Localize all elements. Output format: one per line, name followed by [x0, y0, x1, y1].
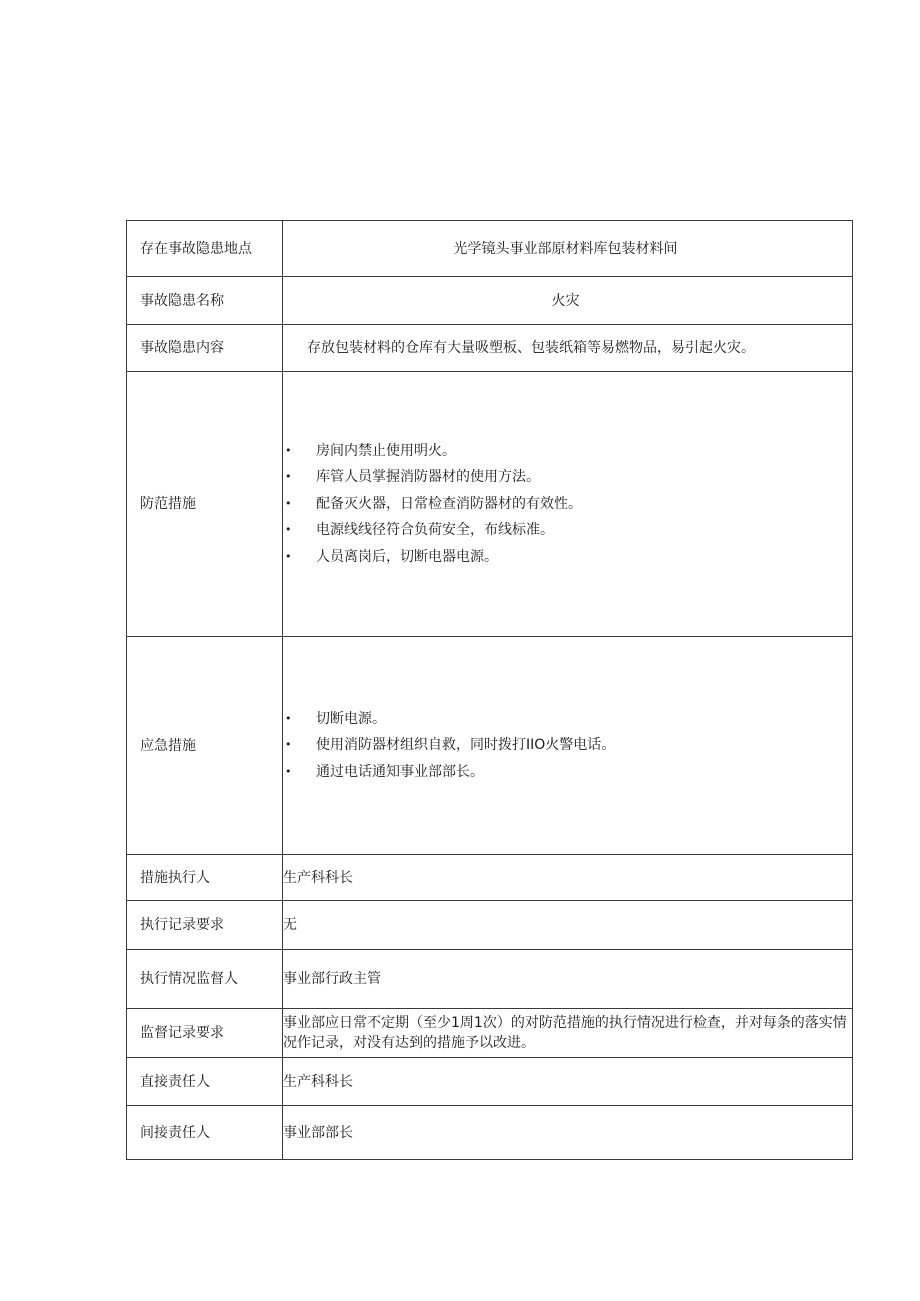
bullet-icon: •: [285, 711, 292, 725]
list-item: [283, 732, 848, 759]
list-item-text: 人员离岗后，切断电器电源。: [316, 548, 498, 565]
list-item: [283, 544, 848, 571]
exec-record-value: 无: [283, 901, 853, 950]
row-supervision-record: [127, 1009, 853, 1058]
indirect-responsible-value: 事业部部长: [283, 1106, 853, 1160]
list-item-text: 通过电话通知事业部部长。: [316, 763, 484, 780]
supervision-record-value: 事业部应日常不定期（至少1周1次）的对防范措施的执行情况进行检查，并对每条的落实情况作记录，对没有达到的措施予以改进。: [283, 1009, 853, 1058]
list-item-text: 房间内禁止使用明火。: [316, 442, 456, 459]
list-item: [283, 517, 848, 544]
row-hazard-content: [127, 325, 853, 372]
emergency-label: 应急措施: [127, 637, 283, 855]
bullet-icon: •: [285, 549, 292, 563]
bullet-icon: •: [285, 443, 292, 457]
prevention-label: 防范措施: [127, 372, 283, 637]
list-item: [283, 438, 848, 465]
list-item-text: 电源线线径符合负荷安全，布线标准。: [316, 522, 554, 539]
supervision-record-label: 监督记录要求: [127, 1009, 283, 1058]
row-prevention: [127, 372, 853, 637]
prevention-list: [283, 438, 848, 571]
bullet-icon: •: [285, 523, 292, 537]
supervisor-label: 执行情况监督人: [127, 950, 283, 1009]
row-location: [127, 221, 853, 277]
row-hazard-name: [127, 277, 853, 325]
list-item: [283, 491, 848, 518]
location-label: 存在事故隐患地点: [127, 221, 283, 277]
list-item: [283, 759, 848, 786]
row-executor: [127, 855, 853, 901]
prevention-cell: [283, 372, 853, 637]
supervisor-value: 事业部行政主管: [283, 950, 853, 1009]
bullet-icon: •: [285, 764, 292, 778]
direct-responsible-label: 直接责任人: [127, 1058, 283, 1106]
hazard-table: [126, 220, 853, 1160]
direct-responsible-value: 生产科科长: [283, 1058, 853, 1106]
row-indirect-responsible: [127, 1106, 853, 1160]
list-item: [283, 464, 848, 491]
hazard-content-label: 事故隐患内容: [127, 325, 283, 372]
list-item: [283, 706, 848, 733]
bullet-icon: •: [285, 470, 292, 484]
bullet-icon: •: [285, 738, 292, 752]
row-exec-record: [127, 901, 853, 950]
emergency-list: [283, 706, 848, 786]
row-emergency: [127, 637, 853, 855]
bullet-icon: •: [285, 496, 292, 510]
list-item-text: 使用消防器材组织自救，同时拨打IIO火警电话。: [316, 737, 616, 754]
emergency-cell: [283, 637, 853, 855]
list-item-text: 库管人员掌握消防器材的使用方法。: [316, 469, 540, 486]
location-value: 光学镜头事业部原材料库包装材料间: [283, 221, 853, 277]
hazard-name-value: 火灾: [283, 277, 853, 325]
list-item-text: 配备灭火器，日常检查消防器材的有效性。: [316, 495, 582, 512]
hazard-content-value: 存放包装材料的仓库有大量吸塑板、包装纸箱等易燃物品，易引起火灾。: [283, 325, 853, 372]
indirect-responsible-label: 间接责任人: [127, 1106, 283, 1160]
row-direct-responsible: [127, 1058, 853, 1106]
list-item-text: 切断电源。: [316, 710, 386, 727]
row-supervisor: [127, 950, 853, 1009]
hazard-name-label: 事故隐患名称: [127, 277, 283, 325]
executor-value: 生产科科长: [283, 855, 853, 901]
executor-label: 措施执行人: [127, 855, 283, 901]
exec-record-label: 执行记录要求: [127, 901, 283, 950]
